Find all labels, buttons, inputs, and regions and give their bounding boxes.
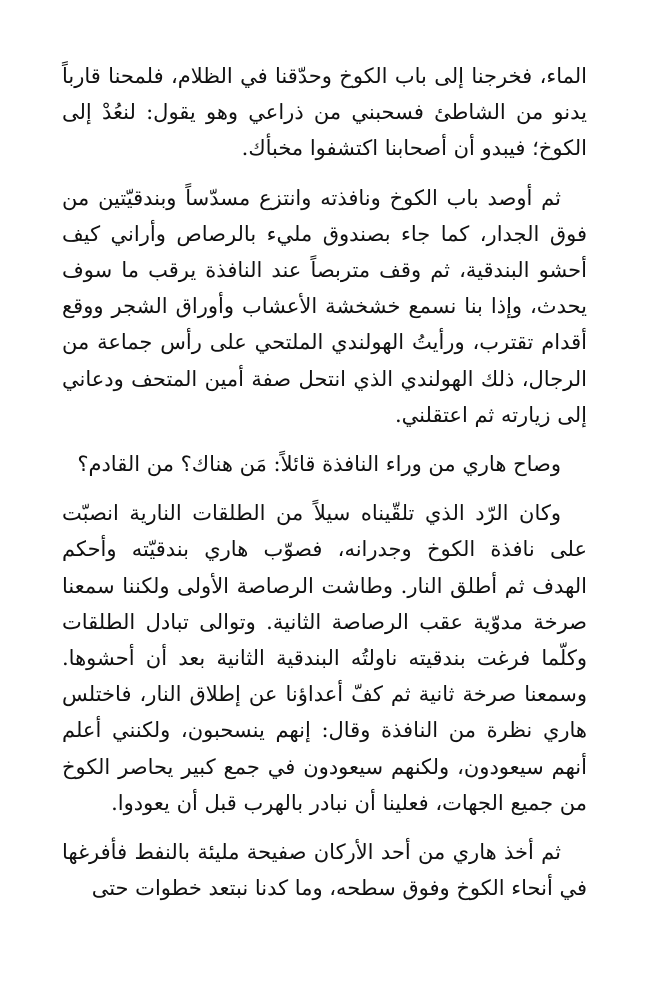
paragraph-gunfire: وكان الرّد الذي تلقّيناه سيلاً من الطلقات النارية انصبّت على نافذة الكوخ وجدرانه، فصوّب هاري بندقيّته وأحكم الهدف ثم أطلق النار. وطاشت الرصاصة الأولى ولكننا سمعنا صرخة مدوّية عقب الرصاصة الثانية. وتوالى تبادل الطلقات وكلّما فرغت بندقيته ناولتُه البندقية الثانية بعد أن أحشوها. وسمعنا صرخة ثانية ثم كفّ أعداؤنا عن إطلاق النار، فاختلس هاري نظرة من النافذة وقال: إنهم ينسحبون، ولكنني أعلم أنهم سيعودون، ولكنهم سيعودون في جمع كبير يحاصر الكوخ من جميع الجهات، فعلينا أن نبادر بالهرب قبل أن يعودوا. [62,501,587,815]
paragraph-kerosene: ثم أخذ هاري من أحد الأركان صفيحة مليئة بالنفط فأفرغها في أنحاء الكوخ وفوق سطحه، وما كدنا نبتعد خطوات حتى [62,840,587,901]
paragraph-harry-shouts: وصاح هاري من وراء النافذة قائلاً: مَن هناك؟ من القادم؟ [77,452,561,477]
paragraph-continuation: الماء، فخرجنا إلى باب الكوخ وحدّقنا في الظلام، فلمحنا قارباً يدنو من الشاطئ فسحبني من ذراعي وهو يقول: لنعُدْ إلى الكوخ؛ فيبدو أن أصحابنا اكتشفوا مخبأك. [62,64,587,161]
book-page-text [62,58,587,919]
paragraph-barricade: ثم أوصد باب الكوخ ونافذته وانتزع مسدّساً وبندقيّتين من فوق الجدار، كما جاء بصندوق مليء بالرصاص وأراني كيف أحشو البندقية، ثم وقف متربصاً عند النافذة يرقب ما سوف يحدث، وإذا بنا نسمع خشخشة الأعشاب وأوراق الشجر ووقع أقدام تقترب، ورأيتُ الهولندي الملتحي على رأس جماعة من الرجال، ذلك الهولندي الذي انتحل صفة أمين المتحف ودعاني إلى زيارته ثم اعتقلني. [62,185,587,427]
